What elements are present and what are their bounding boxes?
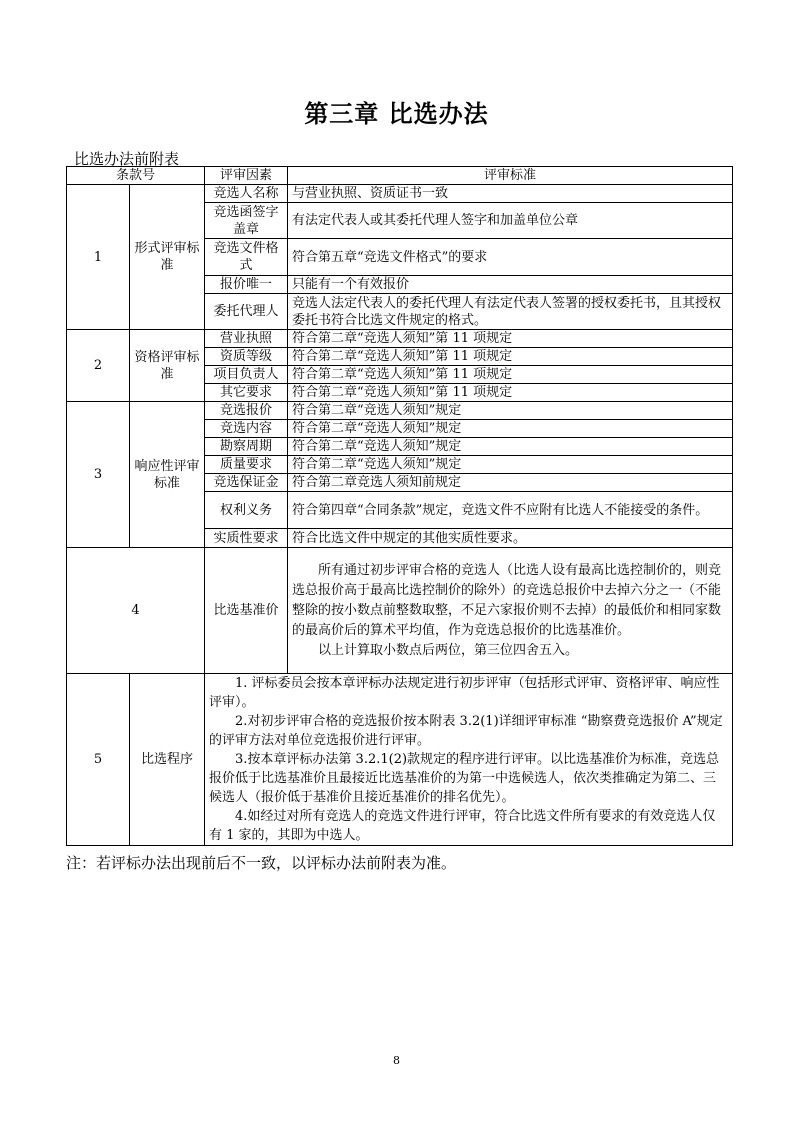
- factor-cell: 勘察周期: [205, 438, 288, 456]
- factor-cell: 竞选保证金: [205, 474, 288, 492]
- factor-cell: 比选基准价: [205, 548, 288, 674]
- procedure-paragraph: 3.按本章评标办法第 3.2.1(2)款规定的程序进行评审。以比选基准价为标准，竞选总报价低于比选基准价且最接近比选基准价的为第一中选候选人，依次类推确定为第二、三候选人（报价低于基准价且接近基准价的排名优先）。: [209, 752, 720, 805]
- procedure-paragraph: 1. 评标委员会按本章评标办法规定进行初步评审（包括形式评审、资格评审、响应性评审）。: [209, 676, 720, 710]
- standard-cell: 符合第二章“竞选人须知”规定: [288, 402, 733, 420]
- standard-cell: 符合第二章“竞选人须知”第 11 项规定: [288, 348, 733, 366]
- procedure-paragraph: 4.如经过对所有竞选人的竞选文件进行评审，符合比选文件所有要求的有效竞选人仅有 1 家的，其即为中选人。: [209, 809, 716, 843]
- clause-name: 比选程序: [130, 674, 205, 846]
- factor-cell: 项目负责人: [205, 366, 288, 384]
- standard-cell: 与营业执照、资质证书一致: [288, 185, 733, 203]
- header-standard: 评审标准: [288, 167, 733, 185]
- clause-number: 5: [67, 674, 130, 846]
- factor-cell: 营业执照: [205, 330, 288, 348]
- standard-cell: 有法定代表人或其委托代理人签字和加盖单位公章: [288, 203, 733, 239]
- standard-cell: 符合第五章“竞选文件格式”的要求: [288, 239, 733, 276]
- standard-cell: 符合第四章“合同条款”规定，竞选文件不应附有比选人不能接受的条件。: [288, 492, 733, 529]
- clause-number: 3: [67, 402, 130, 548]
- factor-cell: 其它要求: [205, 384, 288, 402]
- table-row: [67, 330, 733, 348]
- factor-cell: 资质等级: [205, 348, 288, 366]
- evaluation-table: [66, 166, 733, 846]
- clause-name: 响应性评审标准: [130, 402, 205, 548]
- factor-cell: 竞选报价: [205, 402, 288, 420]
- factor-cell: 实质性要求: [205, 529, 288, 548]
- table-row: [67, 674, 733, 846]
- clause-number: 1: [67, 185, 130, 330]
- factor-cell: 竞选函签字盖章: [205, 203, 288, 239]
- clause-number: 4: [67, 548, 205, 674]
- standard-paragraph: 以上计算取小数点后两位，第三位四舍五入。: [318, 642, 579, 658]
- header-factor: 评审因素: [205, 167, 288, 185]
- standard-cell: 只能有一个有效报价: [288, 276, 733, 294]
- standard-cell: 符合第二章“竞选人须知”第 11 项规定: [288, 366, 733, 384]
- clause-name: 形式评审标准: [130, 185, 205, 330]
- header-clause: 条款号: [67, 167, 205, 185]
- table-row: [67, 402, 733, 420]
- factor-cell: 委托代理人: [205, 294, 288, 330]
- factor-cell: 竞选人名称: [205, 185, 288, 203]
- standard-cell: 符合第二章“竞选人须知”规定: [288, 420, 733, 438]
- procedure-paragraph: 2.对初步评审合格的竞选报价按本附表 3.2(1)详细评审标准 “勘察费竞选报价 A”规定的评审方法对单位竞选报价进行评审。: [209, 714, 723, 748]
- standard-cell: 符合第二章“竞选人须知”第 11 项规定: [288, 330, 733, 348]
- footnote: 注：若评标办法出现前后不一致，以评标办法前附表为准。: [66, 854, 457, 872]
- table-header-row: [67, 167, 733, 185]
- factor-cell: 竞选内容: [205, 420, 288, 438]
- clause-number: 2: [67, 330, 130, 402]
- table-row: [67, 548, 733, 674]
- page-number: 8: [393, 1054, 400, 1067]
- standard-cell: 符合第二章“竞选人须知”规定: [288, 438, 733, 456]
- factor-cell: 质量要求: [205, 456, 288, 474]
- standard-cell: 竞选人法定代表人的委托代理人有法定代表人签署的授权委托书，且其授权委托书符合比选文件规定的格式。: [288, 294, 733, 330]
- standard-paragraph: 所有通过初步评审合格的竞选人（比选人设有最高比选控制价的，则竞选总报价高于最高比选控制价的除外）的竞选总报价中去掉六分之一（不能整除的按小数点前整数取整，不足六家报价则不去掉）的最低价和相同家数的最高价后的算术平均值，作为竞选总报价的比选基准价。: [292, 562, 722, 638]
- factor-cell: 权利义务: [205, 492, 288, 529]
- standard-cell: 符合第二章竞选人须知前规定: [288, 474, 733, 492]
- standard-cell: 符合第二章“竞选人须知”规定: [288, 456, 733, 474]
- standard-cell: 符合比选文件中规定的其他实质性要求。: [288, 529, 733, 548]
- procedure-cell: [205, 674, 733, 846]
- table-row: [67, 185, 733, 203]
- standard-cell: 符合第二章“竞选人须知”第 11 项规定: [288, 384, 733, 402]
- factor-cell: 报价唯一: [205, 276, 288, 294]
- clause-name: 资格评审标准: [130, 330, 205, 402]
- factor-cell: 竞选文件格式: [205, 239, 288, 276]
- page-title: 第三章 比选办法: [304, 100, 489, 128]
- table-caption: 比选办法前附表: [74, 150, 180, 168]
- standard-cell: [288, 548, 733, 674]
